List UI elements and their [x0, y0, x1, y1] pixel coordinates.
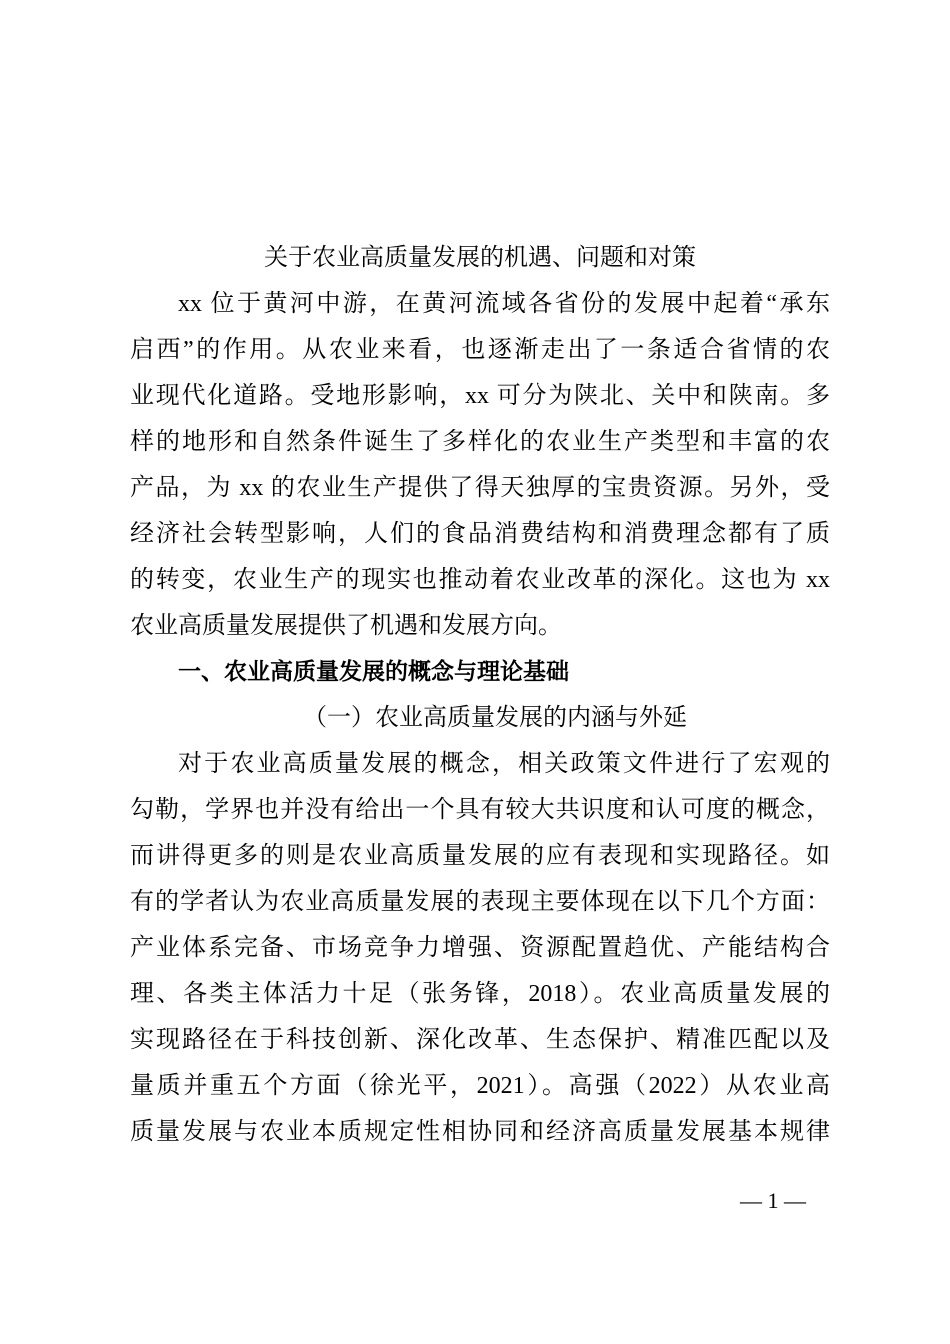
paragraph-line: 实现路径在于科技创新、深化改革、生态保护、精准匹配以及 — [130, 1027, 830, 1053]
paragraph-line: 勾勒，学界也并没有给出一个具有较大共识度和认可度的概念， — [130, 797, 830, 823]
document-body — [130, 235, 830, 1155]
paragraph-line: 产业体系完备、市场竞争力增强、资源配置趋优、产能结构合 — [130, 935, 830, 961]
paragraph-line: 有的学者认为农业高质量发展的表现主要体现在以下几个方面： — [130, 889, 830, 915]
paragraph-line: 启西”的作用。从农业来看，也逐渐走出了一条适合省情的农 — [130, 337, 830, 363]
paragraph-line: 经济社会转型影响，人们的食品消费结构和消费理念都有了质 — [130, 521, 830, 547]
paragraph-line: 而讲得更多的则是农业高质量发展的应有表现和实现路径。如 — [130, 843, 830, 869]
paragraph-line: 产品，为 xx 的农业生产提供了得天独厚的宝贵资源。另外，受 — [130, 475, 830, 501]
page-number: — 1 — — [740, 1188, 806, 1213]
paragraph-line: 农业高质量发展提供了机遇和发展方向。 — [130, 613, 562, 639]
paragraph-line: 理、各类主体活力十足（张务锋，2018）。农业高质量发展的 — [130, 981, 830, 1007]
paragraph-line: 对于农业高质量发展的概念，相关政策文件进行了宏观的 — [178, 751, 830, 777]
paragraph-line: 的转变，农业生产的现实也推动着农业改革的深化。这也为 xx — [130, 567, 830, 593]
paragraph-line: 质量发展与农业本质规定性相协同和经济高质量发展基本规律 — [130, 1119, 830, 1145]
paragraph-line: xx 位于黄河中游，在黄河流域各省份的发展中起着“承东 — [178, 291, 830, 317]
subsection-heading: （一）农业高质量发展的内涵与外延 — [303, 705, 687, 731]
document-title: 关于农业高质量发展的机遇、问题和对策 — [264, 245, 696, 271]
section-heading: 一、农业高质量发展的概念与理论基础 — [178, 659, 569, 685]
paragraph-line: 量质并重五个方面（徐光平，2021）。高强（2022）从农业高 — [130, 1073, 830, 1099]
paragraph-line: 业现代化道路。受地形影响，xx 可分为陕北、关中和陕南。多 — [130, 383, 830, 409]
paragraph-line: 样的地形和自然条件诞生了多样化的农业生产类型和丰富的农 — [130, 429, 830, 455]
